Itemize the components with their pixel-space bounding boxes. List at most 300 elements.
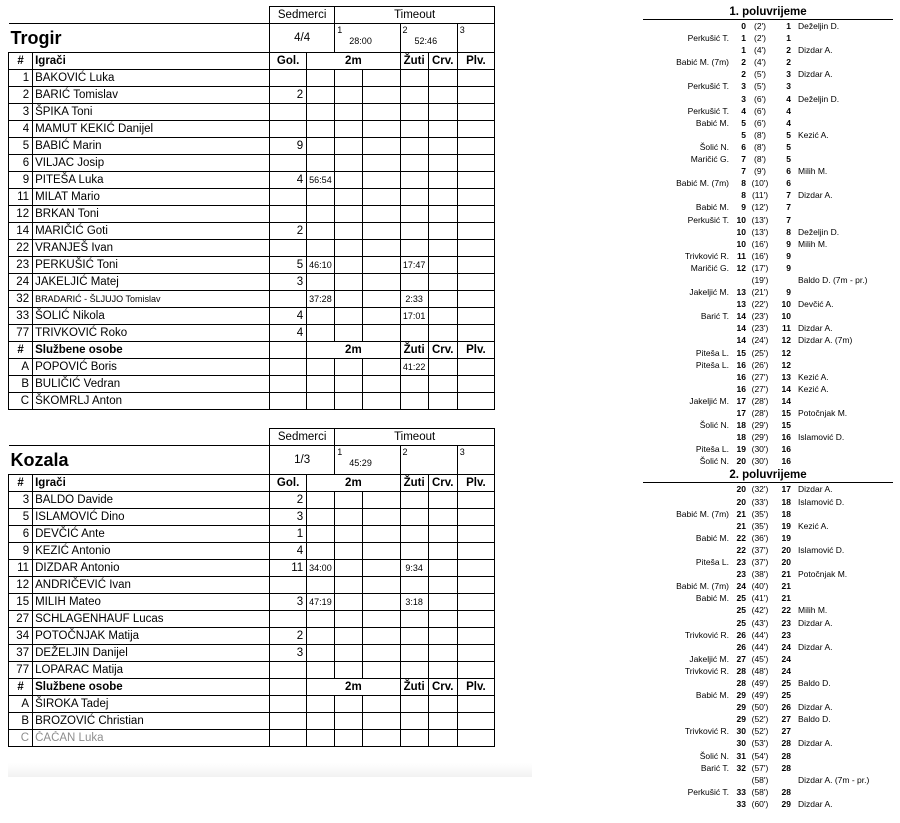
player-number: 5 bbox=[9, 509, 33, 526]
red-card bbox=[428, 713, 457, 730]
team-table bbox=[8, 6, 495, 410]
home-scorer: Jakeljić M. bbox=[689, 653, 729, 664]
blue-card bbox=[457, 543, 494, 560]
away-score: 1 bbox=[786, 21, 791, 31]
home-scorer: Babić M. (7m) bbox=[676, 178, 729, 189]
timeout-box bbox=[401, 446, 457, 474]
suspension-m3 bbox=[363, 359, 400, 376]
suspension-m2 bbox=[335, 206, 363, 223]
sedmerci-label: Sedmerci bbox=[270, 7, 335, 24]
home-score: 13 bbox=[736, 287, 746, 298]
red-card bbox=[428, 206, 457, 223]
away-score: 17 bbox=[781, 484, 791, 495]
blue-card bbox=[457, 509, 494, 526]
player-row bbox=[9, 611, 495, 628]
red-card bbox=[428, 138, 457, 155]
away-score: 23 bbox=[781, 617, 791, 628]
home-scorer: Babić M. bbox=[695, 532, 729, 543]
player-number: 24 bbox=[9, 274, 33, 291]
player-name: MARIČIĆ Goti bbox=[33, 223, 270, 240]
event-minute: (60') bbox=[751, 798, 769, 809]
blue-card bbox=[457, 70, 494, 87]
suspension-m3 bbox=[363, 509, 400, 526]
officials-header bbox=[9, 679, 495, 696]
away-scorer: Islamović D. bbox=[798, 432, 845, 443]
away-score: 8 bbox=[786, 226, 791, 237]
home-scorer: Babić M. bbox=[695, 593, 729, 604]
official-row bbox=[9, 730, 495, 747]
player-goals: 9 bbox=[270, 138, 307, 155]
player-row bbox=[9, 308, 495, 325]
event-minute: (35') bbox=[751, 520, 769, 531]
suspension-m2 bbox=[335, 611, 363, 628]
col-yellow: Žuti bbox=[400, 53, 428, 70]
away-score: 28 bbox=[781, 750, 791, 761]
event-minute: (54') bbox=[751, 750, 769, 761]
player-goals: 4 bbox=[270, 172, 307, 189]
player-name: BABIĆ Marin bbox=[33, 138, 270, 155]
col-num: # bbox=[9, 475, 33, 492]
col-goals bbox=[270, 342, 307, 359]
player-name: MILIH Mateo bbox=[33, 594, 270, 611]
away-scorer: Baldo D. bbox=[798, 677, 831, 688]
suspension-m1: 46:10 bbox=[307, 257, 335, 274]
official-letter: C bbox=[9, 730, 33, 747]
official-name: BULIČIĆ Vedran bbox=[33, 376, 270, 393]
yellow-card: 9:34 bbox=[400, 560, 428, 577]
home-score: 10 bbox=[736, 238, 746, 249]
red-card bbox=[428, 645, 457, 662]
red-card bbox=[428, 291, 457, 308]
home-scorer: Babić M. bbox=[695, 117, 729, 128]
yellow-card bbox=[400, 543, 428, 560]
yellow-card bbox=[400, 70, 428, 87]
event-minute: (28') bbox=[751, 408, 769, 418]
home-score: 28 bbox=[736, 665, 746, 676]
away-scorer: Islamović D. bbox=[798, 496, 845, 507]
player-name: BRADARIĆ - ŠLJUJO Tomislav bbox=[33, 291, 270, 308]
suspension-m1 bbox=[307, 730, 335, 747]
suspension-m3 bbox=[363, 308, 400, 325]
event-minute: (10') bbox=[751, 178, 769, 189]
home-scorer: Trivković R. bbox=[684, 726, 729, 737]
away-score: 24 bbox=[781, 641, 791, 652]
suspension-m3 bbox=[363, 628, 400, 645]
event-row bbox=[643, 129, 893, 141]
away-score: 21 bbox=[781, 581, 791, 592]
suspension-m3 bbox=[363, 104, 400, 121]
suspension-m2 bbox=[335, 526, 363, 543]
players-header bbox=[9, 475, 495, 492]
home-scorer: Babić M. (7m) bbox=[676, 581, 729, 592]
yellow-card bbox=[400, 730, 428, 747]
home-score: 25 bbox=[736, 605, 746, 616]
event-minute: (5') bbox=[753, 69, 766, 80]
red-card bbox=[428, 577, 457, 594]
col-2m: 2m bbox=[307, 342, 400, 359]
away-score: 29 bbox=[781, 798, 791, 809]
event-row bbox=[643, 419, 893, 431]
home-score: 33 bbox=[736, 798, 746, 809]
yellow-card bbox=[400, 645, 428, 662]
home-score: 25 bbox=[736, 617, 746, 628]
player-number: 1 bbox=[9, 70, 33, 87]
suspension-m3 bbox=[363, 393, 400, 410]
red-card bbox=[428, 274, 457, 291]
player-row bbox=[9, 645, 495, 662]
home-scorer: Perkušić T. bbox=[687, 81, 729, 92]
red-card bbox=[428, 87, 457, 104]
blue-card bbox=[457, 611, 494, 628]
away-score: 24 bbox=[781, 665, 791, 676]
suspension-m3 bbox=[363, 291, 400, 308]
blue-card bbox=[457, 274, 494, 291]
player-name: BRKAN Toni bbox=[33, 206, 270, 223]
player-name: VILJAC Josip bbox=[33, 155, 270, 172]
event-row bbox=[643, 298, 893, 310]
home-score: 30 bbox=[736, 738, 746, 749]
red-card bbox=[428, 492, 457, 509]
player-row bbox=[9, 104, 495, 121]
col-goals bbox=[270, 679, 307, 696]
blue-card bbox=[457, 189, 494, 206]
player-goals: 3 bbox=[270, 645, 307, 662]
blue-card bbox=[457, 308, 494, 325]
event-row bbox=[643, 334, 893, 346]
event-row bbox=[643, 737, 893, 749]
home-scorer: Šolić N. bbox=[699, 420, 729, 431]
away-score: 26 bbox=[781, 702, 791, 713]
event-minute: (48') bbox=[751, 665, 769, 676]
player-number: 11 bbox=[9, 560, 33, 577]
home-score: 8 bbox=[741, 190, 746, 201]
yellow-card bbox=[400, 223, 428, 240]
col-goals: Gol. bbox=[270, 53, 307, 70]
team-name-row bbox=[9, 24, 495, 53]
home-scorer: Perkušić T. bbox=[687, 105, 729, 116]
event-row bbox=[643, 177, 893, 189]
player-row bbox=[9, 577, 495, 594]
timeout-box bbox=[335, 24, 399, 52]
away-scorer: Dizdar A. bbox=[798, 702, 833, 713]
col-blue: Plv. bbox=[457, 342, 494, 359]
suspension-m2 bbox=[335, 628, 363, 645]
home-scorer: Piteša L. bbox=[695, 359, 729, 370]
home-score: 3 bbox=[741, 93, 746, 104]
player-number: 12 bbox=[9, 206, 33, 223]
red-card bbox=[428, 257, 457, 274]
event-row bbox=[643, 153, 893, 165]
event-row bbox=[643, 774, 893, 786]
col-num: # bbox=[9, 53, 33, 70]
home-score: 3 bbox=[741, 81, 746, 92]
event-minute: (40') bbox=[751, 581, 769, 592]
event-row bbox=[643, 592, 893, 604]
suspension-m2 bbox=[335, 121, 363, 138]
home-scorer: Trivković R. bbox=[684, 250, 729, 261]
event-minute: (23') bbox=[751, 311, 769, 322]
player-row bbox=[9, 509, 495, 526]
away-score: 7 bbox=[786, 202, 791, 213]
red-card bbox=[428, 325, 457, 342]
timeout-box bbox=[458, 446, 494, 474]
home-score: 29 bbox=[736, 690, 746, 701]
home-score: 20 bbox=[736, 496, 746, 507]
away-score: 14 bbox=[781, 383, 791, 394]
suspension-m1: 47:19 bbox=[307, 594, 335, 611]
event-minute: (25') bbox=[751, 347, 769, 358]
event-minute: (12') bbox=[751, 202, 769, 213]
home-scorer: Perkušić T. bbox=[687, 33, 729, 44]
blue-card bbox=[457, 492, 494, 509]
player-goals: 1 bbox=[270, 526, 307, 543]
event-row bbox=[643, 641, 893, 653]
suspension-m2 bbox=[335, 189, 363, 206]
away-scorer: Dizdar A. bbox=[798, 798, 833, 809]
player-number: 4 bbox=[9, 121, 33, 138]
suspension-m3 bbox=[363, 645, 400, 662]
red-card bbox=[428, 543, 457, 560]
suspension-m3 bbox=[363, 713, 400, 730]
event-minute: (52') bbox=[751, 714, 769, 725]
away-score: 9 bbox=[786, 262, 791, 273]
suspension-m2 bbox=[335, 730, 363, 747]
away-scorer: Kezić A. bbox=[798, 383, 829, 394]
home-score: 16 bbox=[736, 371, 746, 382]
away-score: 12 bbox=[781, 335, 791, 346]
suspension-m1 bbox=[307, 104, 335, 121]
suspension-m3 bbox=[363, 560, 400, 577]
away-score: 28 bbox=[781, 738, 791, 749]
red-card bbox=[428, 308, 457, 325]
home-score: 2 bbox=[741, 69, 746, 80]
player-number: 34 bbox=[9, 628, 33, 645]
suspension-m2 bbox=[335, 492, 363, 509]
home-score: 32 bbox=[736, 762, 746, 773]
player-goals bbox=[270, 189, 307, 206]
home-scorer: Šolić N. bbox=[699, 141, 729, 152]
home-scorer: Šolić N. bbox=[699, 750, 729, 761]
home-score: 25 bbox=[736, 593, 746, 604]
event-row bbox=[643, 322, 893, 334]
home-scorer: Trivković R. bbox=[684, 665, 729, 676]
home-score: 1 bbox=[741, 45, 746, 56]
suspension-m2 bbox=[335, 87, 363, 104]
col-num: # bbox=[9, 679, 33, 696]
player-number: 3 bbox=[9, 104, 33, 121]
player-name: DEVČIĆ Ante bbox=[33, 526, 270, 543]
event-row bbox=[643, 689, 893, 701]
player-goals: 3 bbox=[270, 509, 307, 526]
event-minute: (27') bbox=[751, 383, 769, 394]
suspension-m2 bbox=[335, 291, 363, 308]
player-name: DIZDAR Antonio bbox=[33, 560, 270, 577]
officials-header bbox=[9, 342, 495, 359]
timeout-index: 1 bbox=[337, 447, 343, 457]
suspension-m1 bbox=[307, 359, 335, 376]
official-row bbox=[9, 393, 495, 410]
home-score: 9 bbox=[741, 202, 746, 213]
event-row bbox=[643, 508, 893, 520]
home-scorer: Babić M. bbox=[695, 202, 729, 213]
red-card bbox=[428, 696, 457, 713]
suspension-m3 bbox=[363, 526, 400, 543]
player-goals: 3 bbox=[270, 594, 307, 611]
suspension-m1 bbox=[307, 376, 335, 393]
event-row bbox=[643, 556, 893, 568]
event-minute: (19') bbox=[751, 274, 769, 285]
home-scorer: Piteša L. bbox=[695, 557, 729, 568]
away-scorer: Kezić A. bbox=[798, 371, 829, 382]
player-number: 32 bbox=[9, 291, 33, 308]
event-row bbox=[643, 201, 893, 213]
red-card bbox=[428, 628, 457, 645]
away-score: 12 bbox=[781, 359, 791, 370]
suspension-m2 bbox=[335, 240, 363, 257]
home-score: 17 bbox=[736, 408, 746, 418]
event-log bbox=[643, 5, 893, 810]
player-name: ŠOLIĆ Nikola bbox=[33, 308, 270, 325]
home-score: 4 bbox=[741, 105, 746, 116]
col-goals: Gol. bbox=[270, 475, 307, 492]
suspension-m1 bbox=[307, 87, 335, 104]
suspension-m1 bbox=[307, 509, 335, 526]
player-goals bbox=[270, 577, 307, 594]
player-number: 22 bbox=[9, 240, 33, 257]
player-row bbox=[9, 543, 495, 560]
event-minute: (2') bbox=[753, 33, 766, 44]
home-score: 10 bbox=[736, 226, 746, 237]
away-scorer: Dizdar A. bbox=[798, 484, 833, 495]
away-score: 19 bbox=[781, 532, 791, 543]
suspension-m1 bbox=[307, 325, 335, 342]
blue-card bbox=[457, 560, 494, 577]
col-blue: Plv. bbox=[457, 53, 494, 70]
player-row bbox=[9, 291, 495, 308]
event-minute: (24') bbox=[751, 335, 769, 346]
col-2m: 2m bbox=[307, 475, 400, 492]
yellow-card bbox=[400, 104, 428, 121]
blue-card bbox=[457, 206, 494, 223]
player-name: SCHLAGENHAUF Lucas bbox=[33, 611, 270, 628]
event-minute: (53') bbox=[751, 738, 769, 749]
away-score: 5 bbox=[786, 154, 791, 165]
away-score: 15 bbox=[781, 408, 791, 418]
away-score: 5 bbox=[786, 129, 791, 140]
away-score: 18 bbox=[781, 508, 791, 519]
away-score: 20 bbox=[781, 544, 791, 555]
suspension-m1 bbox=[307, 611, 335, 628]
event-row bbox=[643, 544, 893, 556]
suspension-m2 bbox=[335, 308, 363, 325]
blue-card bbox=[457, 376, 494, 393]
event-minute: (32') bbox=[751, 484, 769, 495]
away-score: 4 bbox=[786, 93, 791, 104]
suspension-m1 bbox=[307, 543, 335, 560]
players-header bbox=[9, 53, 495, 70]
player-goals: 2 bbox=[270, 492, 307, 509]
home-score: 19 bbox=[736, 444, 746, 455]
timeout-index: 1 bbox=[337, 25, 343, 35]
player-name: KEZIĆ Antonio bbox=[33, 543, 270, 560]
away-score: 20 bbox=[781, 557, 791, 568]
home-scorer: Perkušić T. bbox=[687, 214, 729, 225]
away-score: 13 bbox=[781, 371, 791, 382]
yellow-card bbox=[400, 696, 428, 713]
timeout-3 bbox=[457, 24, 494, 53]
event-minute: (16') bbox=[751, 250, 769, 261]
away-score: 23 bbox=[781, 629, 791, 640]
blue-card bbox=[457, 138, 494, 155]
official-row bbox=[9, 713, 495, 730]
event-row bbox=[643, 44, 893, 56]
away-score: 28 bbox=[781, 762, 791, 773]
event-row bbox=[643, 214, 893, 226]
home-score: 20 bbox=[736, 456, 746, 467]
suspension-m2 bbox=[335, 274, 363, 291]
event-minute: (8') bbox=[753, 141, 766, 152]
player-goals bbox=[270, 291, 307, 308]
player-name: JAKELJIĆ Matej bbox=[33, 274, 270, 291]
event-minute: (38') bbox=[751, 569, 769, 580]
player-row bbox=[9, 662, 495, 679]
suspension-m3 bbox=[363, 577, 400, 594]
blue-card bbox=[457, 594, 494, 611]
timeout-box bbox=[458, 24, 494, 52]
col-2m: 2m bbox=[307, 679, 400, 696]
red-card bbox=[428, 730, 457, 747]
player-name: BALDO Davide bbox=[33, 492, 270, 509]
yellow-card: 41:22 bbox=[400, 359, 428, 376]
event-minute: (33') bbox=[751, 496, 769, 507]
player-row bbox=[9, 223, 495, 240]
team-name: Trogir bbox=[10, 27, 62, 48]
col-2m: 2m bbox=[307, 53, 400, 70]
home-score: 12 bbox=[736, 262, 746, 273]
player-name: BAKOVIĆ Luka bbox=[33, 70, 270, 87]
timeout-2 bbox=[400, 24, 457, 53]
player-number: 9 bbox=[9, 172, 33, 189]
suspension-m1: 34:00 bbox=[307, 560, 335, 577]
home-scorer: Šolić N. bbox=[699, 456, 729, 467]
suspension-m1: 56:54 bbox=[307, 172, 335, 189]
yellow-card bbox=[400, 492, 428, 509]
player-number: 15 bbox=[9, 594, 33, 611]
away-score: 10 bbox=[781, 311, 791, 322]
sedmerci-value: 4/4 bbox=[270, 24, 335, 53]
event-row bbox=[643, 274, 893, 286]
away-scorer: Dizdar A. (7m - pr.) bbox=[798, 774, 870, 785]
away-scorer: Milih M. bbox=[798, 238, 828, 249]
event-minute: (6') bbox=[753, 93, 766, 104]
summary-header-row bbox=[9, 429, 495, 446]
away-scorer: Dizdar A. bbox=[798, 738, 833, 749]
yellow-card bbox=[400, 509, 428, 526]
player-number: 37 bbox=[9, 645, 33, 662]
suspension-m3 bbox=[363, 730, 400, 747]
event-minute: (8') bbox=[753, 154, 766, 165]
suspension-m3 bbox=[363, 257, 400, 274]
away-score: 22 bbox=[781, 605, 791, 616]
event-row bbox=[643, 20, 893, 32]
away-score: 11 bbox=[782, 323, 791, 334]
home-scorer: Maričić G. bbox=[690, 154, 729, 165]
player-goals: 2 bbox=[270, 628, 307, 645]
home-scorer: Maričić G. bbox=[690, 262, 729, 273]
yellow-card bbox=[400, 87, 428, 104]
suspension-m3 bbox=[363, 155, 400, 172]
col-name: Igrači bbox=[33, 53, 270, 70]
